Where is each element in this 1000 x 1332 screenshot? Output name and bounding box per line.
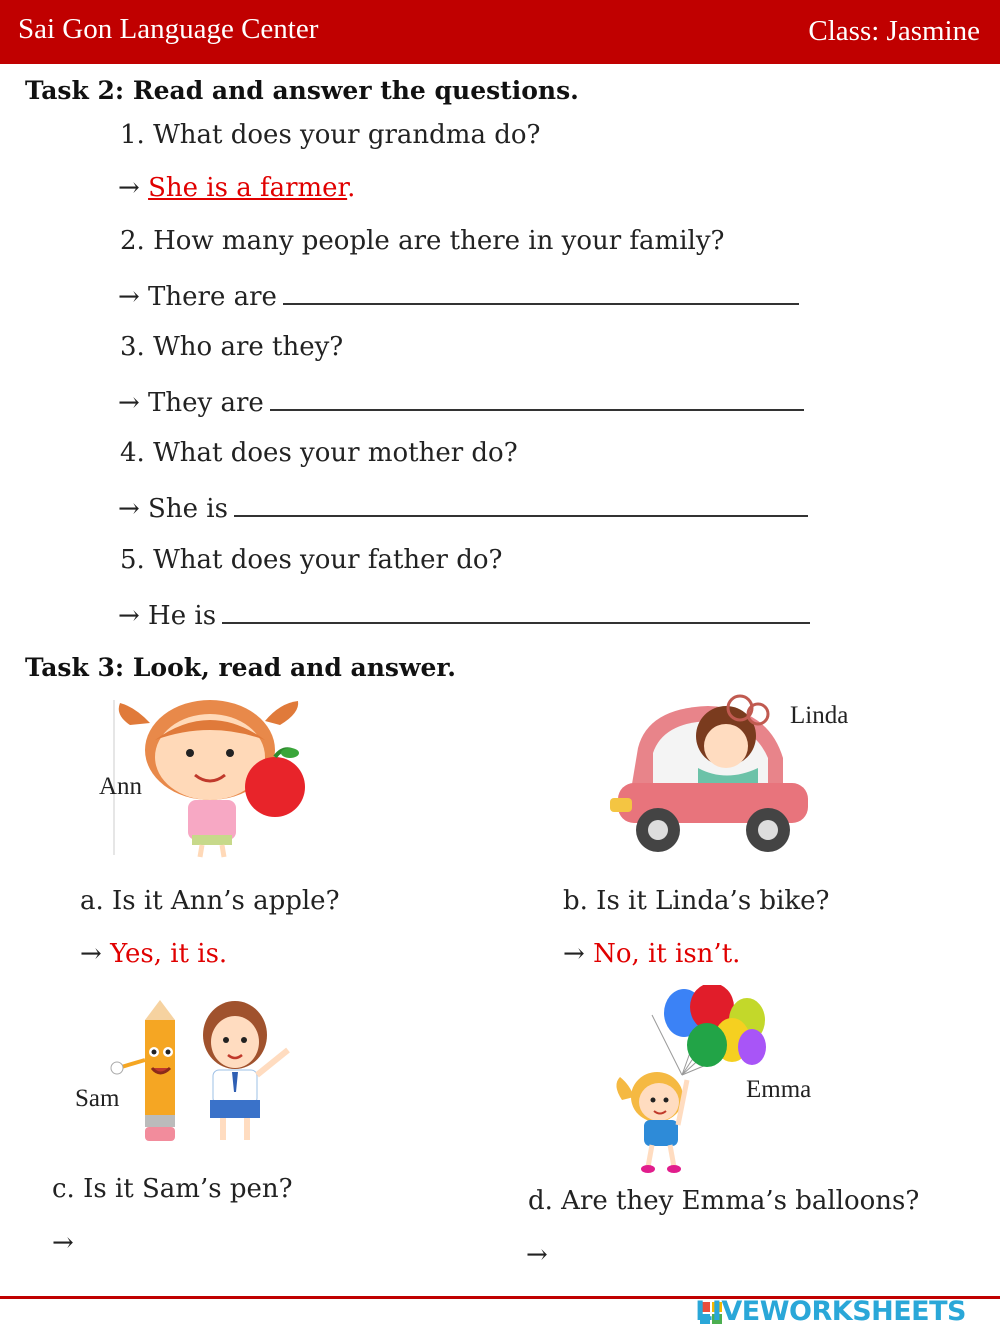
question-1: 1. What does your grandma do? [120,120,541,150]
footer-watermark: LIVEWORKSHEETS [695,1296,966,1327]
answer-1-text: She is a farmer [148,173,348,203]
question-b: b. Is it Linda’s bike? [563,886,830,916]
answer-c-arrow: → [52,1228,74,1258]
answer-2 [118,279,799,312]
name-emma: Emma [746,1076,812,1103]
answer-3-prefix: → They are [118,388,264,418]
answer-d[interactable] [526,1240,548,1270]
answer-1-period: . [347,173,356,203]
name-linda: Linda [790,702,849,729]
question-5: 5. What does your father do? [120,545,503,575]
answer-a-text: Yes, it is. [110,939,228,969]
answer-a [80,939,227,969]
name-ann: Ann [99,773,143,800]
question-d: d. Are they Emma’s balloons? [528,1186,920,1216]
answer-a-arrow: → [80,939,111,969]
answer-5-blank[interactable] [222,598,810,624]
answer-b [563,939,740,969]
answer-3-blank[interactable] [270,385,804,411]
answer-5-prefix: → He is [118,601,217,631]
linda-girl-in-car-illustration [608,688,818,860]
question-3: 3. Who are they? [120,332,344,362]
answer-arrow: → [118,173,149,203]
answer-d-arrow: → [526,1240,548,1270]
name-sam: Sam [75,1085,120,1112]
answer-b-text: No, it isn’t. [593,939,741,969]
center-name: Sai Gon Language Center [18,13,319,45]
answer-c[interactable] [52,1228,74,1258]
sam-pencil-and-girl-illustration [110,1000,305,1150]
class-label: Class: Jasmine [808,15,980,47]
answer-4-prefix: → She is [118,494,228,524]
task3-title: Task 3: Look, read and answer. [25,653,456,682]
question-2: 2. How many people are there in your family? [120,226,725,256]
answer-1 [118,173,355,203]
answer-2-blank[interactable] [283,279,799,305]
question-a: a. Is it Ann’s apple? [80,886,340,916]
question-4: 4. What does your mother do? [120,438,518,468]
answer-b-arrow: → [563,939,594,969]
task2-title: Task 2: Read and answer the questions. [25,76,579,105]
answer-4-blank[interactable] [234,491,808,517]
answer-5 [118,598,810,631]
answer-2-prefix: → There are [118,282,277,312]
answer-3 [118,385,804,418]
question-c: c. Is it Sam’s pen? [52,1174,293,1204]
header-bar [0,0,1000,64]
answer-4 [118,491,808,524]
